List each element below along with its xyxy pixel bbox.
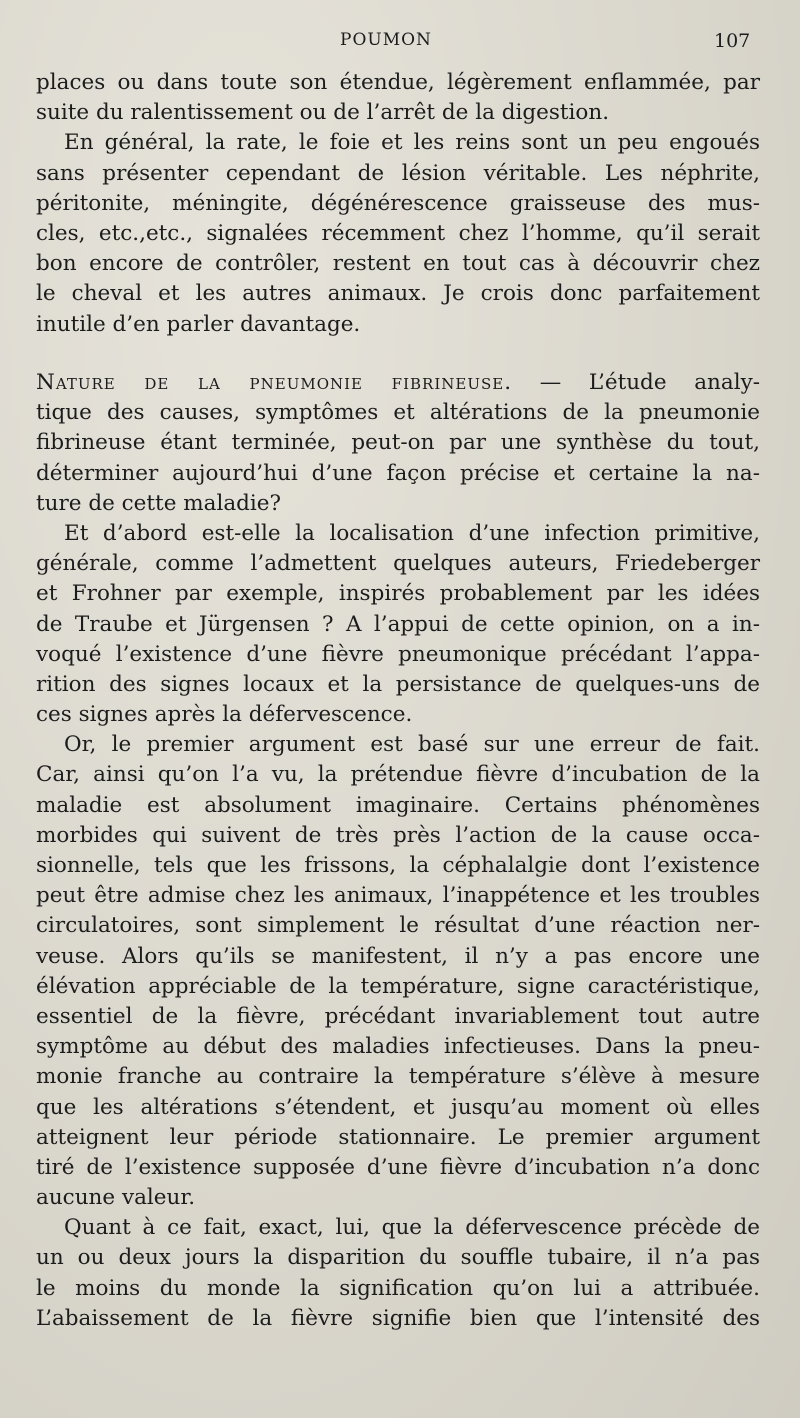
text-line: aucune valeur.: [36, 1185, 196, 1211]
text-line: péritonite, méningite, dégénérescence graisseuse des mus-: [36, 190, 760, 216]
text-line: peut être admise chez les animaux, l’inappétence et les troubles: [36, 883, 760, 909]
text-line: ces signes après la défervescence.: [36, 702, 413, 728]
text-line: cles, etc.,etc., signalées récemment chez l’homme, qu’il serait: [36, 220, 760, 246]
text-line: L’abaissement de la fièvre signifie bien que l’intensité des: [36, 1305, 760, 1331]
text-line: monie franche au contraire la température s’élève à mesure: [36, 1064, 760, 1090]
text-line: Quant à ce fait, exact, lui, que la défervescence précède de: [64, 1215, 760, 1241]
text-line: veuse. Alors qu’ils se manifestent, il n’y a pas encore une: [36, 943, 760, 969]
text-line: et Frohner par exemple, inspirés probablement par les idées: [36, 581, 760, 607]
section-body: [36, 398, 760, 1334]
text-line: un ou deux jours la disparition du souffle tubaire, il n’a pas: [36, 1245, 760, 1271]
text-line: tique des causes, symptômes et altérations de la pneumonie: [36, 400, 760, 426]
text-line: inutile d’en parler davantage.: [36, 311, 361, 337]
text-line: bon encore de contrôler, restent en tout cas à découvrir chez: [36, 251, 760, 277]
text-line: maladie est absolument imaginaire. Certains phénomènes: [36, 792, 760, 818]
text-line: sans présenter cependant de lésion véritable. Les néphrite,: [36, 160, 760, 186]
text-line: générale, comme l’admettent quelques auteurs, Friedeberger: [36, 551, 760, 577]
text-line: de Traube et Jürgensen ? A l’appui de cette opinion, on a in-: [36, 611, 760, 637]
text-line: atteignent leur période stationnaire. Le premier argument: [36, 1124, 760, 1150]
page-number: 107: [714, 30, 751, 52]
paragraph-block-1: [36, 68, 760, 340]
text-line: déterminer aujourd’hui d’une façon précise et certaine la na-: [36, 460, 760, 486]
text-line: En général, la rate, le foie et les reins sont un peu engoués: [64, 130, 760, 156]
page-header: [0, 30, 800, 58]
section-heading: Nature de la pneumonie fibrineuse.: [36, 370, 513, 395]
text-line: circulatoires, sont simplement le résultat d’une réaction ner-: [36, 913, 760, 939]
text-line: ture de cette maladie?: [36, 490, 282, 516]
text-line: Or, le premier argument est basé sur une erreur de fait.: [64, 732, 760, 758]
text-line: sionnelle, tels que les frissons, la céphalalgie dont l’existence: [36, 853, 760, 878]
text-line: Car, ainsi qu’on l’a vu, la prétendue fièvre d’incubation de la: [36, 762, 760, 788]
text-line: symptôme au début des maladies infectieuses. Dans la pneu-: [36, 1034, 760, 1060]
section-heading-line: [36, 368, 760, 398]
text-line: suite du ralentissement ou de l’arrêt de la digestion.: [36, 100, 610, 126]
text-line: le cheval et les autres animaux. Je crois donc parfaitement: [36, 281, 760, 307]
text-line: Et d’abord est-elle la localisation d’une infection primitive,: [64, 520, 760, 546]
text-line: voqué l’existence d’une fièvre pneumonique précédant l’appa-: [36, 641, 760, 667]
text-line: fibrineuse étant terminée, peut-on par une synthèse du tout,: [36, 430, 760, 456]
paragraph-block-2: [36, 368, 760, 1334]
text-line: élévation appréciable de la température, signe caractéristique,: [36, 973, 760, 999]
text-line: places ou dans toute son étendue, légèrement enflammée, par: [36, 70, 760, 95]
text-line: le moins du monde la signification qu’on lui a attribuée.: [36, 1275, 760, 1301]
text-line: tiré de l’existence supposée d’une fièvre d’incubation n’a donc: [36, 1154, 760, 1180]
text-line: morbides qui suivent de très près l’action de la cause occa-: [36, 822, 760, 848]
text-line: rition des signes locaux et la persistance de quelques-uns de: [36, 671, 760, 697]
text-line: essentiel de la fièvre, précédant invariablement tout autre: [36, 1003, 760, 1029]
section-heading-continuation: — L’étude analy-: [512, 370, 760, 395]
text-line: que les altérations s’étendent, et jusqu’au moment où elles: [36, 1094, 760, 1120]
running-title: POUMON: [340, 30, 432, 50]
